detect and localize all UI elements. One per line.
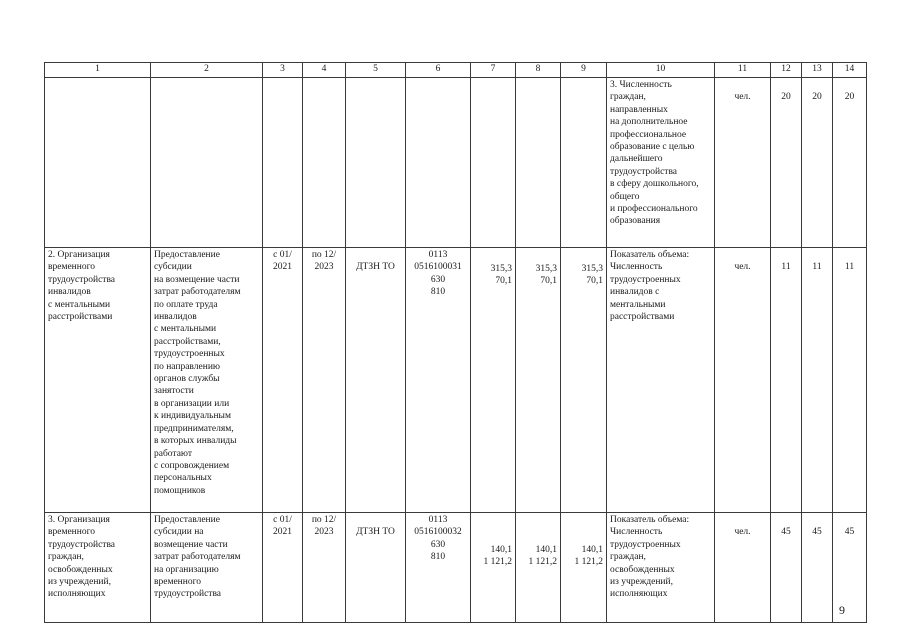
header-cell: 13 <box>802 63 833 78</box>
amount-2022-cell: 315,3 70,1 <box>516 248 561 513</box>
table-row <box>45 513 867 623</box>
table-header-row <box>45 63 867 78</box>
amount-2021-cell <box>471 78 516 248</box>
header-cell: 10 <box>607 63 715 78</box>
value-2021-cell: 45 <box>771 513 802 623</box>
start-date-cell: с 01/ 2021 <box>263 248 303 513</box>
executor-cell: ДТЗН ТО <box>346 513 406 623</box>
executor-cell <box>346 78 406 248</box>
start-date-cell <box>263 78 303 248</box>
amount-2021-cell: 140,1 1 121,2 <box>471 513 516 623</box>
unit-cell: чел. <box>715 78 771 248</box>
value-2021-cell: 11 <box>771 248 802 513</box>
budget-code-cell: 0113 0516100031 630 810 <box>406 248 471 513</box>
header-cell: 14 <box>833 63 867 78</box>
amount-2023-cell <box>561 78 607 248</box>
description-cell <box>151 78 263 248</box>
header-cell: 5 <box>346 63 406 78</box>
end-date-cell: по 12/ 2023 <box>303 248 346 513</box>
activity-cell: 3. Организация временного трудоустройства граждан, освобожденных из учреждений, исполняющих <box>45 513 151 623</box>
value-2022-cell: 20 <box>802 78 833 248</box>
header-cell: 6 <box>406 63 471 78</box>
amount-2023-cell: 140,1 1 121,2 <box>561 513 607 623</box>
header-cell: 7 <box>471 63 516 78</box>
budget-code-cell: 0113 0516100032 630 810 <box>406 513 471 623</box>
header-cell: 9 <box>561 63 607 78</box>
header-cell: 11 <box>715 63 771 78</box>
page-number: 9 <box>839 603 845 617</box>
budget-table <box>44 62 867 623</box>
description-cell: Предоставление субсидии на возмещение части затрат работодателям на организацию временного трудоустройства <box>151 513 263 623</box>
header-cell: 3 <box>263 63 303 78</box>
table-row <box>45 78 867 248</box>
header-cell: 8 <box>516 63 561 78</box>
unit-cell: чел. <box>715 513 771 623</box>
header-cell: 1 <box>45 63 151 78</box>
header-cell: 2 <box>151 63 263 78</box>
amount-2023-cell: 315,3 70,1 <box>561 248 607 513</box>
table-row <box>45 248 867 513</box>
amount-2022-cell <box>516 78 561 248</box>
activity-cell <box>45 78 151 248</box>
indicator-cell: Показатель объема: Численность трудоустроенных граждан, освобожденных из учреждений, исполняющих <box>607 513 715 623</box>
value-2023-cell: 45 <box>833 513 867 623</box>
value-2023-cell: 11 <box>833 248 867 513</box>
value-2022-cell: 45 <box>802 513 833 623</box>
amount-2022-cell: 140,1 1 121,2 <box>516 513 561 623</box>
activity-cell: 2. Организация временного трудоустройства инвалидов с ментальными расстройствами <box>45 248 151 513</box>
unit-cell: чел. <box>715 248 771 513</box>
end-date-cell <box>303 78 346 248</box>
start-date-cell: с 01/ 2021 <box>263 513 303 623</box>
end-date-cell: по 12/ 2023 <box>303 513 346 623</box>
budget-code-cell <box>406 78 471 248</box>
value-2021-cell: 20 <box>771 78 802 248</box>
indicator-cell: 3. Численность граждан, направленных на дополнительное профессиональное образование с целью дальнейшего трудоустройства в сферу дошкольного, общего и профессионального образования <box>607 78 715 248</box>
amount-2021-cell: 315,3 70,1 <box>471 248 516 513</box>
executor-cell: ДТЗН ТО <box>346 248 406 513</box>
header-cell: 12 <box>771 63 802 78</box>
description-cell: Предоставление субсидии на возмещение части затрат работодателям по оплате труда инвалидов с ментальными расстройствами, трудоустроенных по направлению органов службы занятости в организации или к индивидуальным предпринимателям, в которых инвалиды работают с сопровождением персональных помощников <box>151 248 263 513</box>
value-2023-cell: 20 <box>833 78 867 248</box>
value-2022-cell: 11 <box>802 248 833 513</box>
indicator-cell: Показатель объема: Численность трудоустроенных инвалидов с ментальными расстройствами <box>607 248 715 513</box>
header-cell: 4 <box>303 63 346 78</box>
